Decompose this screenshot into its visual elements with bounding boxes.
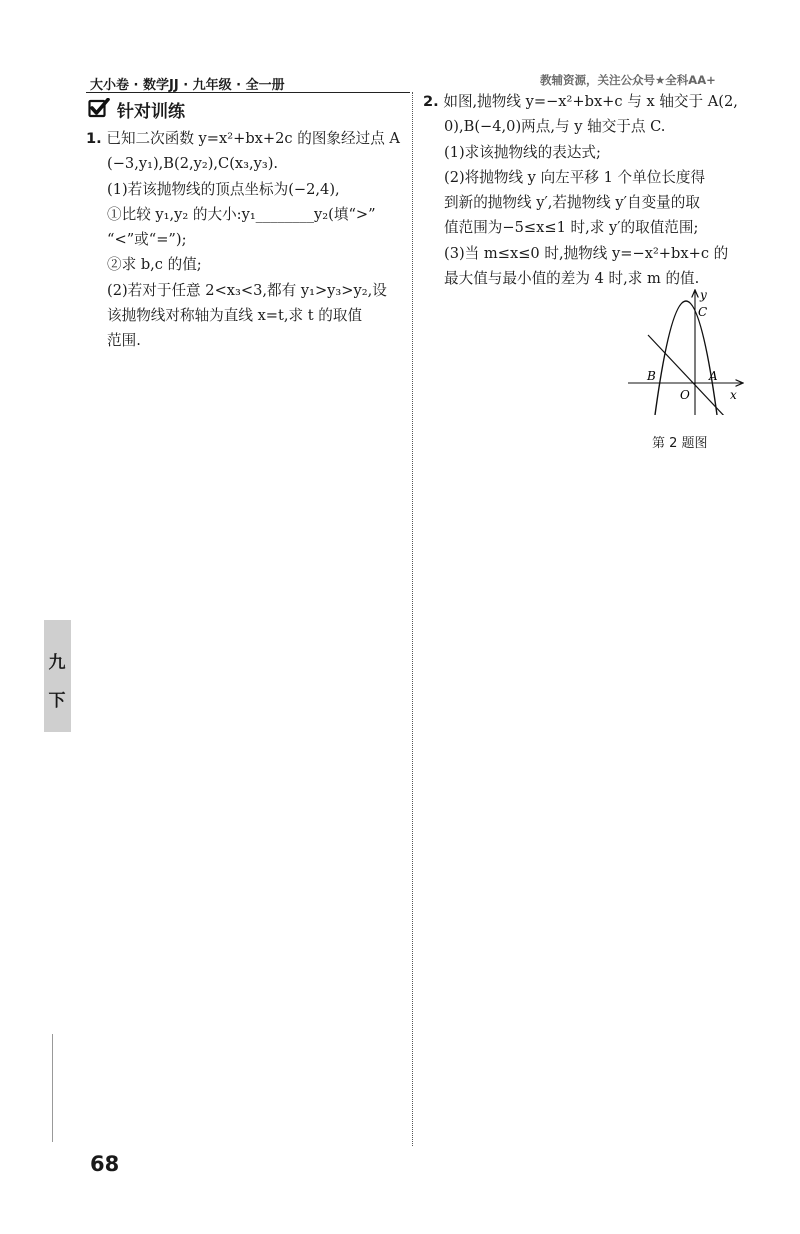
watermark-text: 教辅资源，关注公众号★全科AA+	[540, 73, 716, 87]
problem-1-line: “<”或“=”);	[107, 231, 187, 249]
parabola-figure	[620, 283, 750, 415]
point-b-label: B	[647, 369, 656, 383]
point-c-label: C	[698, 305, 708, 319]
side-tab	[44, 620, 71, 732]
problem-2-line: 值范围为−5≤x≤1 时,求 y′的取值范围;	[444, 219, 699, 237]
problem-1-line: (1)若该抛物线的顶点坐标为(−2,4),	[107, 180, 340, 198]
problem-2-line: 到新的抛物线 y′,若抛物线 y′自变量的取	[444, 194, 700, 212]
page-number: 68	[90, 1152, 120, 1176]
point-a-label: A	[709, 369, 718, 383]
margin-rule	[52, 1034, 53, 1142]
header-rule	[86, 92, 410, 93]
problem-1-line: 该抛物线对称轴为直线 x=t,求 t 的取值	[107, 307, 363, 325]
problem-1-line: (−3,y₁),B(2,y₂),C(x₃,y₃).	[107, 155, 279, 173]
problem-2-line: 0),B(−4,0)两点,与 y 轴交于点 C.	[444, 118, 666, 136]
column-divider	[412, 92, 413, 1146]
problem-1-line: ①比较 y₁,y₂ 的大小:y₁________y₂(填“>”	[107, 205, 376, 223]
problem-2-number: 2.	[423, 93, 439, 110]
problem-2-line: 最大值与最小值的差为 4 时,求 m 的值.	[444, 270, 700, 288]
problem-2-line: (2)将抛物线 y 向左平移 1 个单位长度得	[444, 168, 706, 186]
section-title: 针对训练	[117, 102, 185, 122]
problem-2-line: (3)当 m≤x≤0 时,抛物线 y=−x²+bx+c 的	[444, 244, 729, 262]
problem-2-line: (1)求该抛物线的表达式;	[444, 143, 601, 161]
section-heading	[88, 97, 185, 122]
problem-1-line: 1. 已知二次函数 y=x²+bx+2c 的图象经过点 A	[86, 130, 400, 147]
problem-2	[423, 89, 743, 291]
figure-caption: 第 2 题图	[652, 436, 708, 451]
side-tab-char: 下	[48, 691, 66, 711]
problem-1	[86, 126, 408, 354]
problem-1-line: 范围.	[107, 332, 141, 350]
problem-1-line: ②求 b,c 的值;	[107, 256, 202, 274]
checkbox-check-icon	[88, 98, 110, 122]
origin-label: O	[680, 388, 690, 402]
book-title: 大小卷 · 数学JJ · 九年级 · 全一册	[90, 78, 285, 93]
problem-1-line: (2)若对于任意 2<x₃<3,都有 y₁>y₃>y₂,设	[107, 281, 387, 299]
x-axis-label: x	[730, 388, 737, 402]
side-tab-char: 九	[48, 653, 66, 673]
problem-1-number: 1.	[86, 130, 102, 147]
problem-2-line: 2. 如图,抛物线 y=−x²+bx+c 与 x 轴交于 A(2,	[423, 93, 738, 110]
y-axis-label: y	[700, 288, 707, 302]
